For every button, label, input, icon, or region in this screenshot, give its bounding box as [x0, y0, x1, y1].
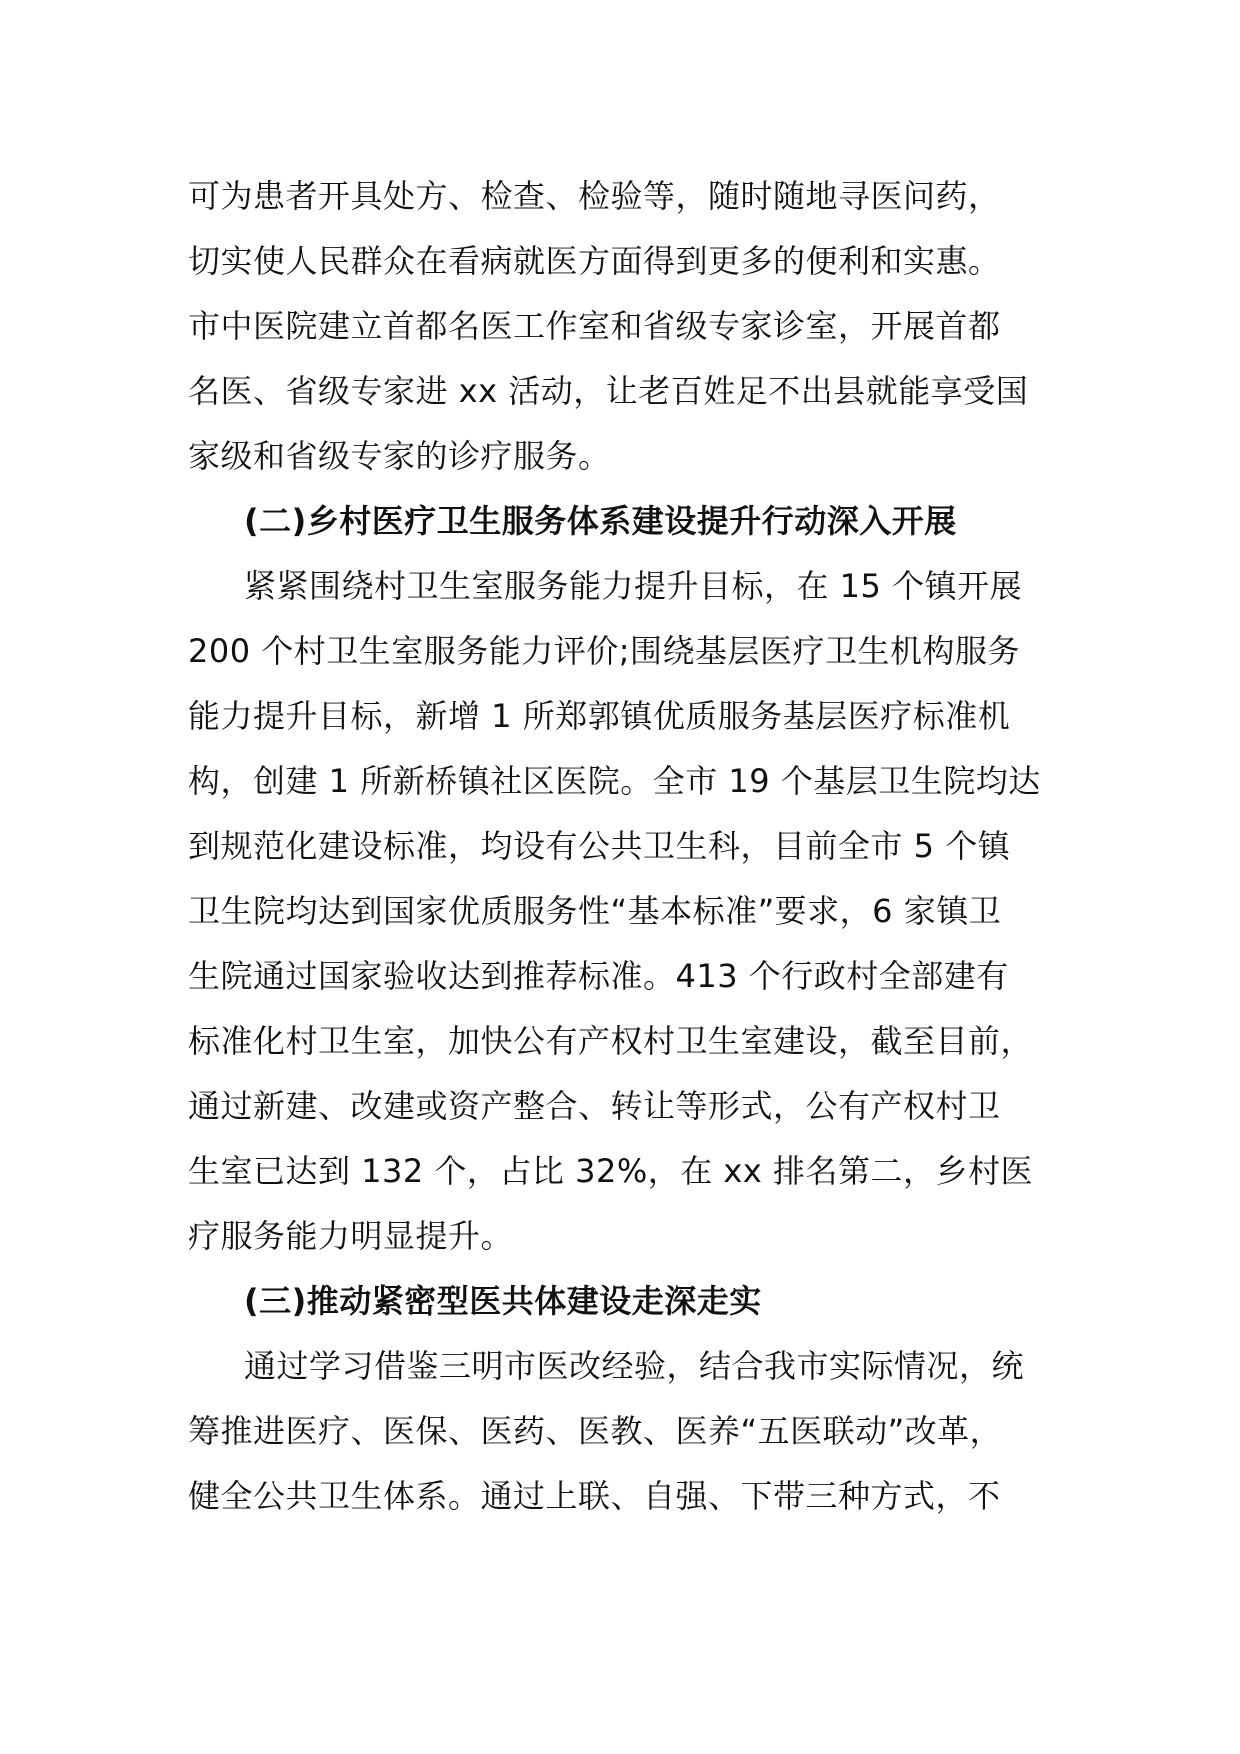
text-line: 可为患者开具处方、检查、检验等，随时随地寻医问药，	[188, 177, 1001, 215]
text-line: 标准化村卫生室，加快公有产权村卫生室建设，截至目前，	[188, 1022, 1034, 1060]
text-line: 紧紧围绕村卫生室服务能力提升目标，在 15 个镇开展	[244, 567, 1023, 605]
text-line: 卫生院均达到国家优质服务性“基本标准”要求，6 家镇卫	[188, 892, 1002, 930]
text-line: 筹推进医疗、医保、医药、医教、医养“五医联动”改革，	[188, 1412, 1003, 1450]
text-line: 构，创建 1 所新桥镇社区医院。全市 19 个基层卫生院均达	[188, 762, 1041, 800]
text-line: 生院通过国家验收达到推荐标准。413 个行政村全部建有	[188, 957, 1009, 995]
text-line: 疗服务能力明显提升。	[188, 1217, 514, 1255]
text-line: 健全公共卫生体系。通过上联、自强、下带三种方式，不	[188, 1477, 1001, 1515]
text-line: 家级和省级专家的诊疗服务。	[188, 437, 611, 475]
section-heading: (二)乡村医疗卫生服务体系建设提升行动深入开展	[244, 502, 957, 540]
text-line: 通过新建、改建或资产整合、转让等形式，公有产权村卫	[188, 1087, 1001, 1125]
text-line: 切实使人民群众在看病就医方面得到更多的便利和实惠。	[188, 242, 1001, 280]
text-line: 到规范化建设标准，均设有公共卫生科，目前全市 5 个镇	[188, 827, 1011, 865]
text-line: 通过学习借鉴三明市医改经验，结合我市实际情况，统	[244, 1347, 1025, 1385]
text-line: 生室已达到 132 个，占比 32%，在 xx 排名第二，乡村医	[188, 1152, 1033, 1190]
text-line: 市中医院建立首都名医工作室和省级专家诊室，开展首都	[188, 307, 1001, 345]
section-heading: (三)推动紧密型医共体建设走深走实	[244, 1282, 762, 1320]
text-line: 名医、省级专家进 xx 活动，让老百姓足不出县就能享受国	[188, 372, 1029, 410]
text-line: 200 个村卫生室服务能力评价;围绕基层医疗卫生机构服务	[188, 632, 1021, 670]
text-line: 能力提升目标，新增 1 所郑郭镇优质服务基层医疗标准机	[188, 697, 1011, 735]
